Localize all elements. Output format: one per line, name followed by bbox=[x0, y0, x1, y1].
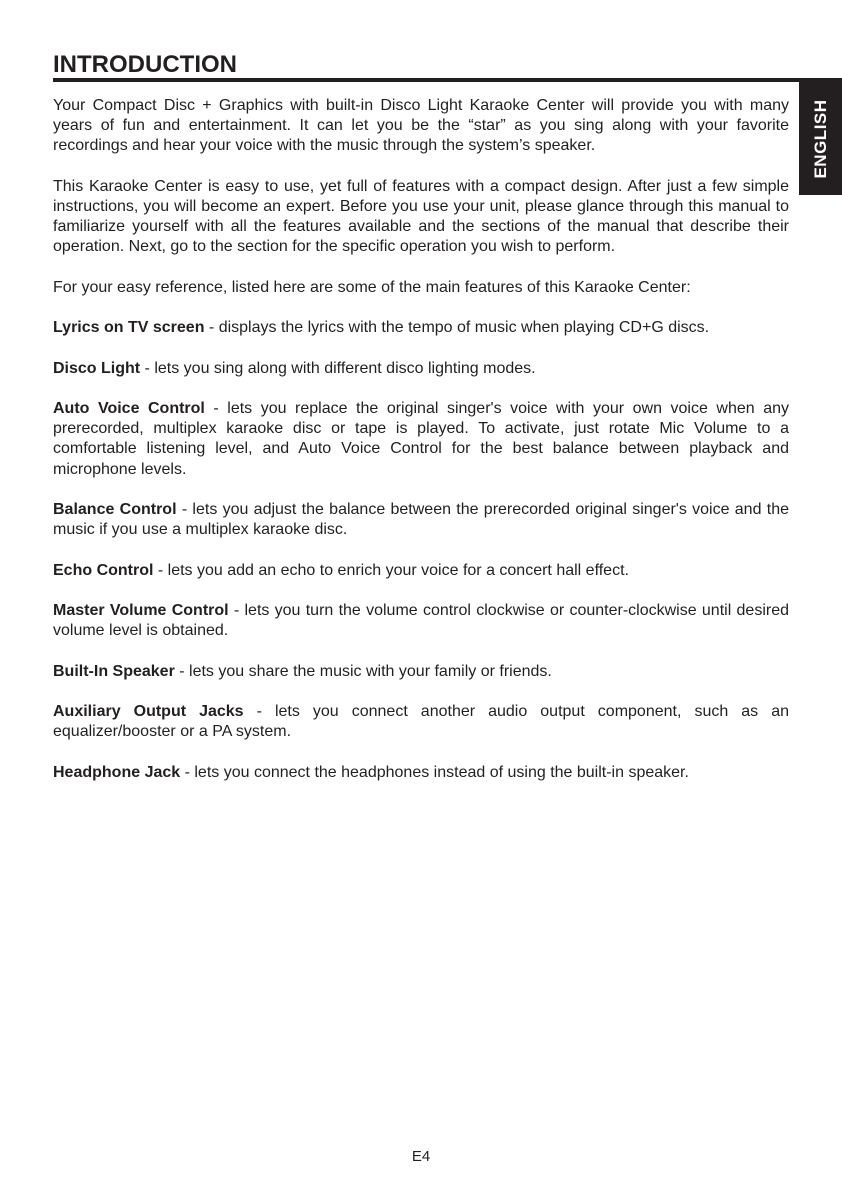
feature-item-auto-voice bbox=[53, 399, 789, 480]
page-title: INTRODUCTION bbox=[53, 51, 237, 78]
feature-name: Disco Light bbox=[53, 359, 141, 377]
feature-description: - lets you connect the headphones instead of using the built-in speaker. bbox=[180, 763, 689, 781]
feature-name: Auxiliary Output Jacks bbox=[53, 702, 244, 720]
feature-description: - lets you adjust the balance between the prerecorded original singer's voice and the music if you use a multiplex karaoke disc. bbox=[53, 500, 789, 539]
page-number: E4 bbox=[411, 1148, 431, 1165]
feature-description: - lets you connect another audio output component, such as an equalizer/booster or a PA system. bbox=[53, 702, 790, 741]
language-tab bbox=[799, 82, 842, 195]
feature-description: - lets you add an echo to enrich your voice for a concert hall effect. bbox=[153, 561, 629, 579]
feature-name: Lyrics on TV screen bbox=[53, 319, 205, 337]
feature-description: - lets you replace the original singer's voice with your own voice when any prerecorded, multiplex karaoke disc or tape is played. To activate, just rotate Mic Volume to a comfortable listening level, and Auto Voice Control for the best balance between playback and microphone levels. bbox=[53, 399, 789, 478]
feature-name: Headphone Jack bbox=[53, 763, 181, 781]
title-underline bbox=[53, 78, 842, 82]
feature-description: - displays the lyrics with the tempo of music when playing CD+G discs. bbox=[204, 319, 710, 337]
feature-item-speaker bbox=[53, 662, 789, 682]
feature-name: Auto Voice Control bbox=[53, 399, 205, 417]
feature-item-disco-light bbox=[53, 359, 789, 379]
feature-item-master-volume bbox=[53, 601, 789, 641]
intro-paragraph: Your Compact Disc + Graphics with built-in Disco Light Karaoke Center will provide you with many years of fun and entertainment. It can let you be the “star” as you sing along with your favorite recordings and hear your voice with the music through the system’s speaker. bbox=[53, 97, 789, 155]
intro-paragraph: This Karaoke Center is easy to use, yet full of features with a compact design. After just a few simple instructions, you will become an expert. Before you use your unit, please glance through this manual to familiarize yourself with all the features available and the sections of the manual that describe their operation. Next, go to the section for the specific operation you wish to perform. bbox=[53, 177, 789, 256]
feature-item-echo bbox=[53, 561, 789, 581]
feature-description: - lets you turn the volume control clockwise or counter-clockwise until desired volume level is obtained. bbox=[53, 601, 789, 640]
feature-name: Balance Control bbox=[53, 500, 177, 518]
feature-description: - lets you share the music with your family or friends. bbox=[174, 662, 552, 680]
feature-item-lyrics bbox=[53, 318, 789, 338]
feature-name: Echo Control bbox=[53, 561, 154, 579]
feature-name: Built-In Speaker bbox=[53, 662, 175, 680]
feature-item-aux-output bbox=[53, 702, 789, 742]
feature-description: - lets you sing along with different disco lighting modes. bbox=[140, 359, 536, 377]
feature-item-balance bbox=[53, 500, 789, 540]
document-body bbox=[53, 96, 789, 803]
features-lead-in: For your easy reference, listed here are some of the main features of this Karaoke Center: bbox=[53, 278, 691, 296]
feature-item-headphone bbox=[53, 763, 789, 783]
language-tab-label: ENGLISH bbox=[810, 98, 830, 179]
feature-name: Master Volume Control bbox=[53, 601, 229, 619]
